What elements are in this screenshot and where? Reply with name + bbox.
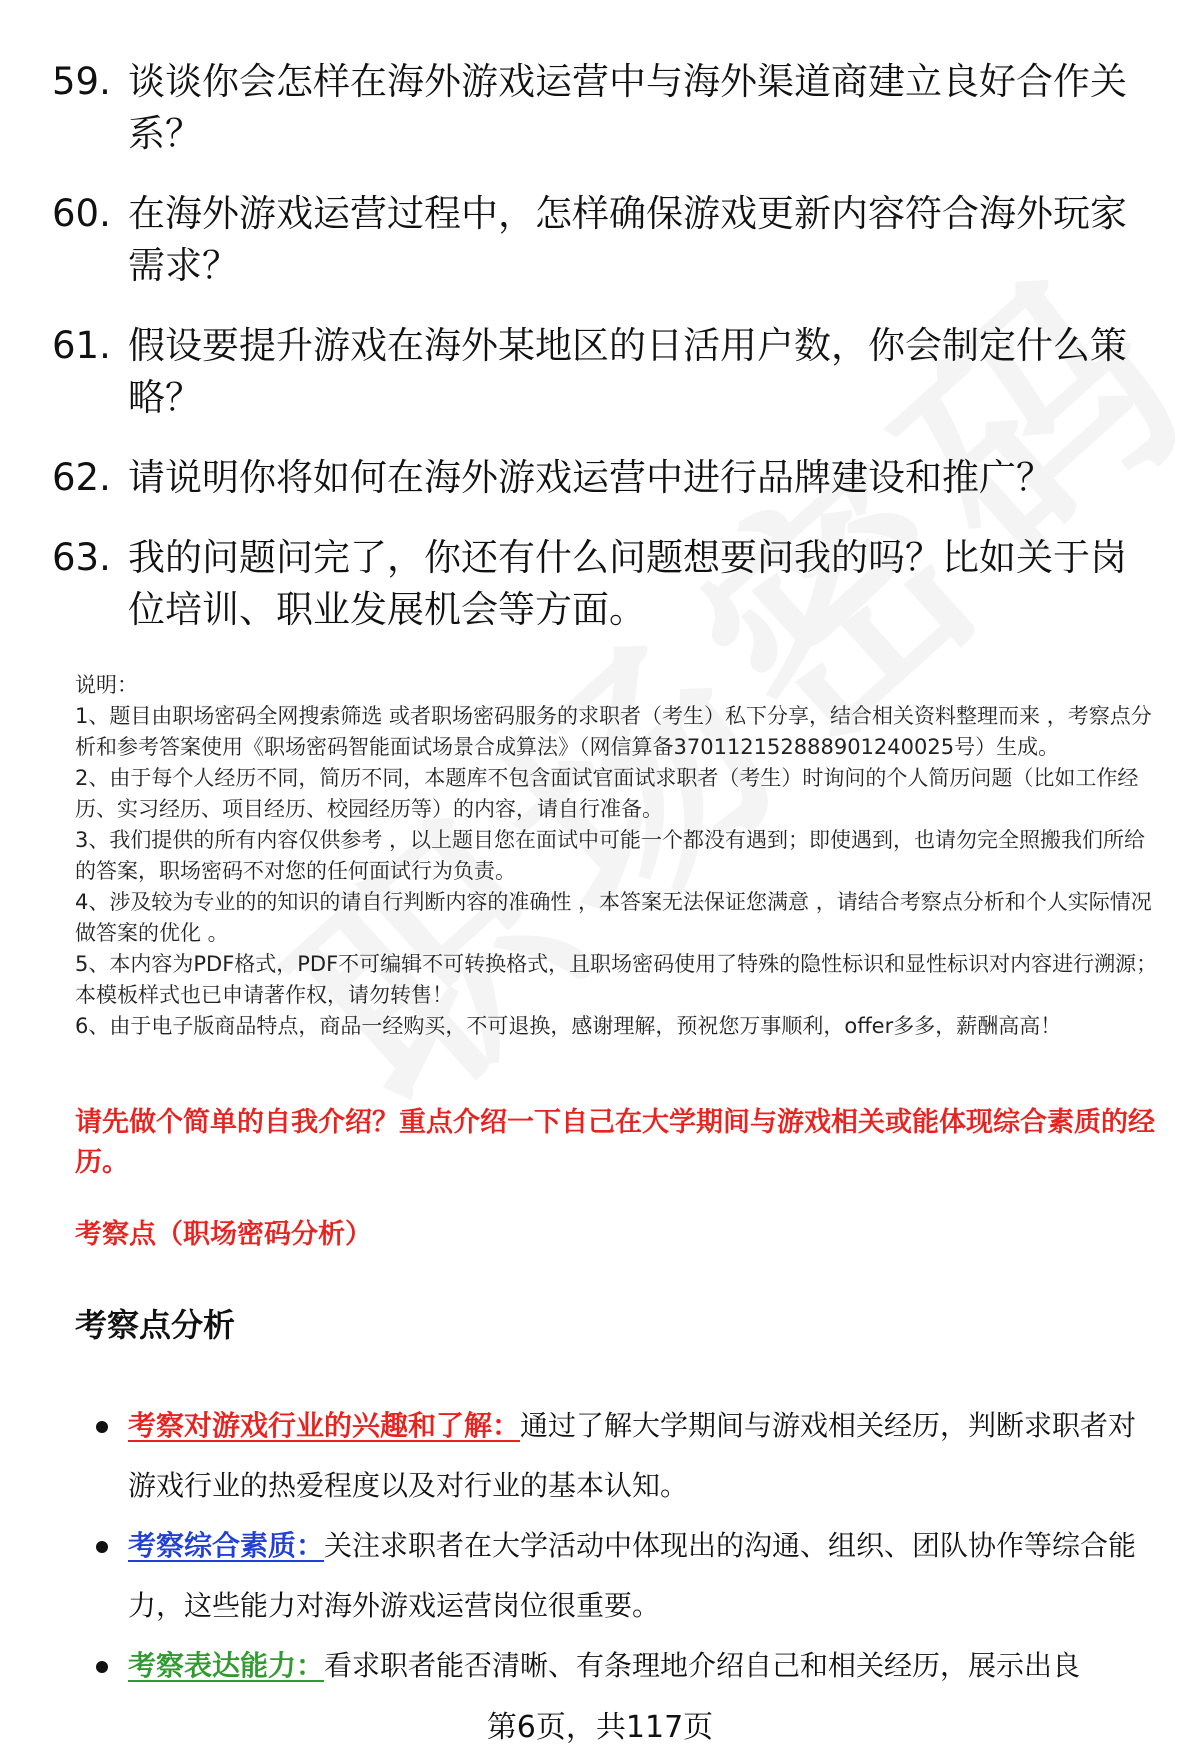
- question-text: 假设要提升游戏在海外某地区的日活用户数，你会制定什么策略？: [128, 324, 1127, 419]
- bullet-title: 考察综合素质：: [128, 1529, 325, 1562]
- note-item: 4、涉及较为专业的的知识的请自行判断内容的准确性 ，本答案无法保证您满意 ，请结合考察点分析和个人实际情况做答案的优化 。: [75, 890, 1152, 945]
- note-item: 2、由于每个人经历不同，简历不同，本题库不包含面试官面试求职者（考生）时询问的个人简历问题（比如工作经历、实习经历、项目经历、校园经历等）的内容，请自行准备。: [75, 766, 1139, 821]
- question-item: [52, 532, 1152, 636]
- analysis-bullet: [90, 1396, 1150, 1516]
- note-item: 1、题目由职场密码全网搜索筛选 或者职场密码服务的求职者（考生）私下分享，结合相关资料整理而来 ，考察点分析和参考答案使用《职场密码智能面试场景合成算法》（网信算备370112152888901240025号）生成。: [75, 704, 1152, 759]
- question-number: 60.: [52, 192, 111, 235]
- analysis-bullet: [90, 1516, 1150, 1636]
- question-text: 在海外游戏运营过程中，怎样确保游戏更新内容符合海外玩家需求？: [128, 192, 1127, 287]
- bullet-dot-icon: [96, 1421, 108, 1433]
- note-item: 6、由于电子版商品特点，商品一经购买，不可退换，感谢理解，预祝您万事顺利，offer多多，薪酬高高！: [75, 1014, 1062, 1038]
- page-footer: 第6页，共117页: [486, 1710, 714, 1745]
- notes-title: 说明：: [75, 673, 138, 697]
- bullet-body: 通过了解大学期间与游戏相关经历，判断求职者对游戏行业的热爱程度以及对行业的基本认知。: [128, 1409, 1137, 1502]
- note-item: 5、本内容为PDF格式，PDF不可编辑不可转换格式，且职场密码使用了特殊的隐性标识和显性标识对内容进行溯源；本模板样式也已申请著作权，请勿转售！: [75, 952, 1158, 1007]
- question-number: 63.: [52, 536, 111, 579]
- question-item: [52, 56, 1152, 160]
- question-text: 我的问题问完了，你还有什么问题想要问我的吗？比如关于岗位培训、职业发展机会等方面。: [128, 536, 1127, 631]
- bullet-dot-icon: [96, 1661, 108, 1673]
- question-text: 请说明你将如何在海外游戏运营中进行品牌建设和推广？: [128, 456, 1053, 499]
- bullet-body: 关注求职者在大学活动中体现出的沟通、组织、团队协作等综合能力，这些能力对海外游戏运营岗位很重要。: [128, 1529, 1137, 1622]
- question-number: 61.: [52, 324, 111, 367]
- disclaimer-notes: [75, 670, 1160, 1042]
- interview-question-heading: 请先做个简单的自我介绍？重点介绍一下自己在大学期间与游戏相关或能体现综合素质的经历。: [75, 1107, 1155, 1178]
- analysis-title: 考察点分析: [75, 1306, 236, 1344]
- question-list: [52, 56, 1152, 664]
- analysis-bullet-list: [90, 1396, 1150, 1696]
- bullet-title: 考察表达能力：: [128, 1649, 325, 1682]
- note-item: 3、我们提供的所有内容仅供参考 ，以上题目您在面试中可能一个都没有遇到；即使遇到，也请勿完全照搬我们所给的答案，职场密码不对您的任何面试行为负责。: [75, 828, 1146, 883]
- question-item: [52, 320, 1152, 424]
- bullet-title: 考察对游戏行业的兴趣和了解：: [128, 1409, 521, 1442]
- question-item: [52, 452, 1152, 504]
- question-number: 62.: [52, 456, 111, 499]
- bullet-body: 看求职者能否清晰、有条理地介绍自己和相关经历，展示出良: [324, 1649, 1081, 1682]
- analysis-bullet: [90, 1636, 1150, 1696]
- question-item: [52, 188, 1152, 292]
- question-number: 59.: [52, 60, 111, 103]
- kaochadian-heading: 考察点（职场密码分析）: [75, 1219, 372, 1250]
- question-text: 谈谈你会怎样在海外游戏运营中与海外渠道商建立良好合作关系？: [128, 60, 1127, 155]
- bullet-dot-icon: [96, 1541, 108, 1553]
